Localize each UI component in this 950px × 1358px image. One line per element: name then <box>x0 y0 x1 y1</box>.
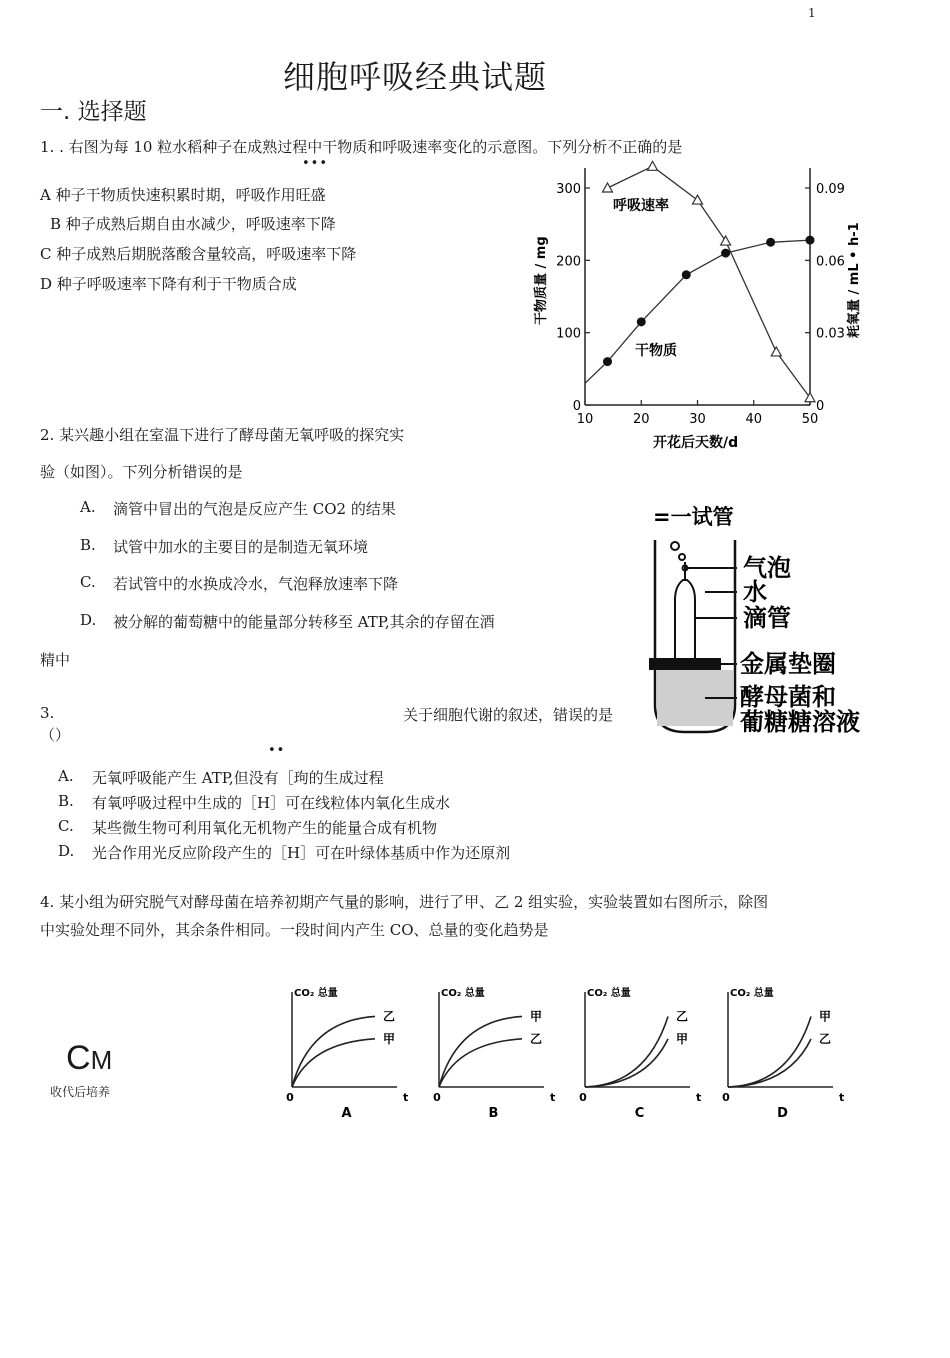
panel-curve <box>728 1016 811 1087</box>
panel-y-label: CO₂ 总量 <box>294 988 338 999</box>
panel-curve <box>439 1016 522 1087</box>
panel-x-label: t <box>403 1091 409 1104</box>
panel-x-label: t <box>696 1091 702 1104</box>
q4-panel-b <box>433 986 555 1121</box>
test-tube-header: =一试管 <box>653 505 734 529</box>
dry-matter-label: 干物质 <box>635 343 677 359</box>
respiration-rate-point <box>603 183 613 192</box>
panel-x-label: t <box>550 1091 556 1104</box>
dry-matter-point <box>721 249 730 258</box>
label-metal-washer: 金属垫圈 <box>740 650 836 678</box>
dry-matter-point <box>682 270 691 279</box>
label-dropper: 滴管 <box>743 604 791 632</box>
label-bubble: 气泡 <box>743 554 791 582</box>
q3-option-b-letter: B. <box>58 792 74 810</box>
panel-y-label: CO₂ 总量 <box>730 988 774 999</box>
q4-stem-line2: 中实验处理不同外，其余条件相同。一段时间内产生 CO、总量的变化趋势是 <box>40 921 549 939</box>
panel-origin: 0 <box>579 1091 587 1104</box>
y-axis-label: 干物质量 / mg <box>534 236 549 325</box>
metal-washer <box>649 658 721 670</box>
dry-matter-point <box>603 357 612 366</box>
q1-emphasis-dots: ••• <box>302 156 329 171</box>
q1-chart <box>525 160 880 460</box>
y2-tick-label: 0.03 <box>816 326 845 342</box>
y2-tick-label: 0 <box>816 399 825 414</box>
q2-option-d-letter: D. <box>80 611 97 629</box>
q4-stem-line1: 4. 某小组为研究脱气对酵母菌在培养初期产气量的影响，进行了甲、乙 2 组实验，实验装置如右图所示，除图 <box>40 893 769 911</box>
label-water: 水 <box>743 578 767 606</box>
bubbles-icon <box>671 542 688 571</box>
panel-series-label: 甲 <box>383 1031 396 1046</box>
q3-option-c-letter: C. <box>58 817 74 835</box>
q1-stem: 1. . 右图为每 10 粒水稻种子在成熟过程中干物质和呼吸速率变化的示意图。下列分析不正确的是 <box>40 138 683 156</box>
panel-curve <box>292 1039 375 1087</box>
label-glucose: 葡糖糖溶液 <box>740 708 860 736</box>
dry-matter-line <box>585 240 810 383</box>
page-number: 1 <box>808 6 816 20</box>
q1-option-c: C 种子成熟后期脱落酸含量较高，呼吸速率下降 <box>40 245 357 263</box>
panel-label: B <box>488 1106 499 1121</box>
q4-panel-d <box>722 986 844 1121</box>
respiration-rate-point <box>721 236 731 245</box>
dry-matter-point <box>806 236 815 245</box>
y2-axis-label: 耗氧量 / mL • h-1 <box>847 222 862 338</box>
y-tick-label: 0 <box>572 399 581 414</box>
x-tick-label: 20 <box>632 412 650 427</box>
panel-curve <box>585 1016 668 1087</box>
q1-option-a: A 种子干物质快速积累时期，呼吸作用旺盛 <box>40 186 326 204</box>
section-heading: 一. 选择题 <box>40 99 147 125</box>
q2-option-b-letter: B. <box>80 536 96 554</box>
y-tick-label: 300 <box>556 182 581 197</box>
panel-series-label: 甲 <box>530 1009 543 1024</box>
dry-matter-point <box>766 238 775 247</box>
respiration-rate-point <box>648 161 658 170</box>
q3-option-d-letter: D. <box>58 842 75 860</box>
y2-tick-label: 0.06 <box>816 254 845 270</box>
respiration-rate-point <box>771 347 781 356</box>
panel-x-label: t <box>839 1091 845 1104</box>
panel-label: D <box>777 1106 788 1121</box>
q2-option-c-letter: C. <box>80 573 96 591</box>
label-yeast: 酵母菌和 <box>740 683 836 711</box>
q3-answer-paren: （） <box>40 726 71 744</box>
q4-panel-a <box>286 986 408 1121</box>
q3-option-b: 有氧呼吸过程中生成的［H］可在线粒体内氧化生成水 <box>92 794 451 812</box>
q2-stem-line2: 验（如图）。下列分析错误的是 <box>40 463 243 481</box>
x-tick-label: 50 <box>801 412 819 427</box>
panel-series-label: 乙 <box>530 1031 543 1046</box>
dropper <box>675 562 695 665</box>
q3-option-a: 无氧呼吸能产生 ATP,但没有［玽的生成过程 <box>92 769 384 787</box>
q3-stem: 关于细胞代谢的叙述，错误的是 <box>403 706 614 724</box>
page-title: 细胞呼吸经典试题 <box>283 58 548 96</box>
q2-option-a-letter: A. <box>80 498 96 516</box>
q3-number: 3. <box>40 704 55 722</box>
panel-curve <box>439 1039 522 1087</box>
q4-panel-c <box>579 986 701 1121</box>
panel-series-label: 乙 <box>676 1009 689 1024</box>
x-tick-label: 30 <box>689 412 706 427</box>
q2-option-c: 若试管中的水换成冷水，气泡释放速率下降 <box>113 575 399 593</box>
cm-caption: 收代后培养 <box>50 1085 111 1099</box>
yeast-apparatus-diagram <box>645 500 890 745</box>
y-tick-label: 200 <box>556 254 581 270</box>
panel-y-label: CO₂ 总量 <box>587 988 631 999</box>
panel-origin: 0 <box>722 1091 730 1104</box>
panel-series-label: 甲 <box>676 1031 689 1046</box>
q3-option-a-letter: A. <box>58 767 74 785</box>
q3-emphasis-dots: •• <box>268 743 286 758</box>
q2-option-a: 滴管中冒出的气泡是反应产生 CO2 的结果 <box>113 500 396 518</box>
panel-origin: 0 <box>433 1091 441 1104</box>
q1-option-d: D 种子呼吸速率下降有利于干物质合成 <box>40 275 297 293</box>
cm-mark <box>66 1039 112 1078</box>
respiration-rate-point <box>693 195 703 204</box>
respiration-rate-label: 呼吸速率 <box>613 198 669 214</box>
dry-matter-point <box>637 317 646 326</box>
q2-option-b: 试管中加水的主要目的是制造无氧环境 <box>113 538 369 556</box>
q3-option-d: 光合作用光反应阶段产生的［H］可在叶绿体基质中作为还原剂 <box>92 844 511 862</box>
panel-origin: 0 <box>286 1091 294 1104</box>
panel-series-label: 乙 <box>383 1009 396 1024</box>
panel-curve <box>292 1016 375 1087</box>
y2-tick-label: 0.09 <box>816 182 845 197</box>
q2-stem-line1: 2. 某兴趣小组在室温下进行了酵母菌无氧呼吸的探究实 <box>40 426 405 444</box>
x-axis-label: 开花后天数/d <box>653 435 739 451</box>
q4-answer-graphs <box>280 975 850 1125</box>
q1-chart-ticks <box>556 182 845 427</box>
panel-series-label: 乙 <box>819 1031 832 1046</box>
x-tick-label: 40 <box>745 412 763 427</box>
cm-mark-m: M <box>90 1045 113 1075</box>
panel-y-label: CO₂ 总量 <box>441 988 485 999</box>
cm-mark-c: C <box>66 1039 91 1077</box>
panel-series-label: 甲 <box>819 1009 832 1024</box>
q2-option-d-continued: 精中 <box>40 651 71 669</box>
panel-label: C <box>634 1106 645 1121</box>
panel-label: A <box>341 1106 352 1121</box>
dry-matter-series <box>585 236 815 384</box>
q1-option-b: B 种子成熟后期自由水减少，呼吸速率下降 <box>50 215 336 233</box>
q2-option-d: 被分解的葡萄糖中的能量部分转移至 ATP,其余的存留在酒 <box>113 613 495 631</box>
y-tick-label: 100 <box>556 326 581 342</box>
x-tick-label: 10 <box>576 412 594 427</box>
q3-option-c: 某些微生物可利用氧化无机物产生的能量合成有机物 <box>92 819 438 837</box>
